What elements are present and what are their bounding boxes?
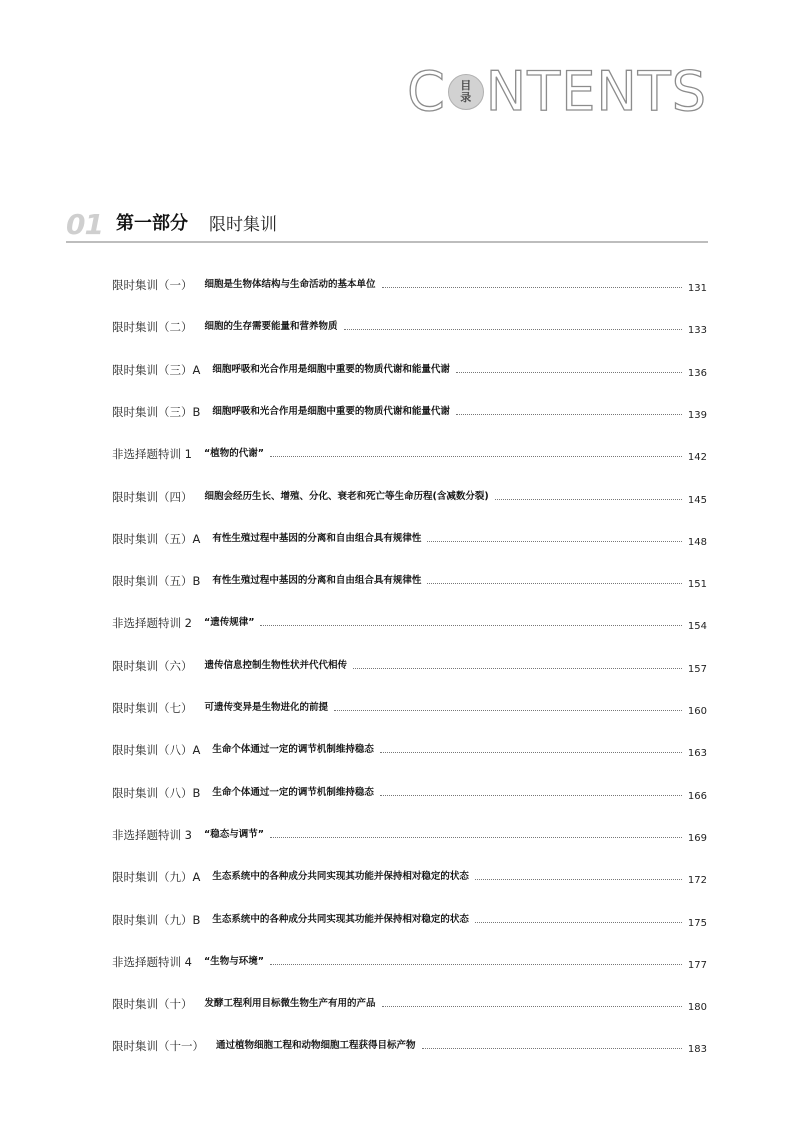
toc-entry[interactable]: [112, 864, 707, 886]
toc-page-number: 154: [687, 621, 707, 632]
toc-dot-leader: [475, 879, 682, 880]
toc-entry-label: 限时集训（九）B: [112, 913, 201, 927]
toc-entry-label: 限时集训（五）B: [112, 574, 201, 588]
toc-entry-description: 生态系统中的各种成分共同实现其功能并保持相对稳定的状态: [212, 914, 469, 925]
toc-entry-label: 限时集训（三）B: [112, 405, 201, 419]
toc-entry-description: “稳态与调节”: [203, 829, 264, 840]
toc-dot-leader: [380, 752, 682, 753]
badge-top-char: 目: [460, 79, 472, 92]
toc-entry-description: 生命个体通过一定的调节机制维持稳态: [212, 744, 374, 755]
toc-entry-label: 限时集训（十一）: [112, 1039, 204, 1053]
toc-entry-description: 细胞的生存需要能量和营养物质: [204, 321, 338, 332]
toc-entry[interactable]: [112, 1033, 707, 1055]
toc-page-number: 157: [687, 664, 707, 675]
toc-dot-leader: [270, 456, 682, 457]
toc-page-number: 142: [687, 452, 707, 463]
toc-entry[interactable]: [112, 610, 707, 632]
toc-page-number: 139: [687, 410, 707, 421]
toc-dot-leader: [380, 795, 682, 796]
part-subtitle: 限时集训: [209, 215, 277, 235]
toc-entry[interactable]: [112, 907, 707, 929]
toc-page-number: 133: [687, 325, 707, 336]
toc-entry[interactable]: [112, 737, 707, 759]
toc-dot-leader: [427, 583, 682, 584]
toc-entry-description: 细胞呼吸和光合作用是细胞中重要的物质代谢和能量代谢: [212, 406, 450, 417]
toc-page-number: 131: [687, 283, 707, 294]
toc-dot-leader: [353, 668, 682, 669]
toc-page-number: 160: [687, 706, 707, 717]
contents-letter: S: [671, 60, 707, 123]
toc-entry-label: 限时集训（七）: [112, 701, 193, 715]
toc-page-number: 172: [687, 875, 707, 886]
contents-letter: T: [527, 60, 562, 123]
toc-entry[interactable]: [112, 441, 707, 463]
toc-entry-description: “生物与环境”: [203, 956, 264, 967]
toc-entry[interactable]: [112, 357, 707, 379]
toc-entry-description: 有性生殖过程中基因的分离和自由组合具有规律性: [212, 533, 422, 544]
contents-letter: C: [407, 60, 446, 123]
toc-entry[interactable]: [112, 272, 707, 294]
toc-page-number: 169: [687, 833, 707, 844]
contents-letter: E: [561, 60, 597, 123]
toc-entry[interactable]: [112, 526, 707, 548]
toc-page-number: 175: [687, 918, 707, 929]
toc-entry-label: 非选择题特训 3: [112, 828, 192, 842]
toc-entry-description: 细胞呼吸和光合作用是细胞中重要的物质代谢和能量代谢: [212, 364, 450, 375]
toc-entry-label: 限时集训（五）A: [112, 532, 201, 546]
toc-entry[interactable]: [112, 653, 707, 675]
toc-entry-description: 细胞会经历生长、增殖、分化、衰老和死亡等生命历程(含减数分裂): [204, 491, 489, 502]
toc-dot-leader: [495, 499, 682, 500]
toc-dot-leader: [344, 329, 682, 330]
toc-dot-leader: [456, 372, 682, 373]
toc-entry-label: 限时集训（九）A: [112, 870, 201, 884]
toc-entry-description: 生态系统中的各种成分共同实现其功能并保持相对稳定的状态: [212, 871, 469, 882]
toc-entry-label: 限时集训（一）: [112, 278, 193, 292]
toc-entry-label: 限时集训（三）A: [112, 363, 201, 377]
part-number: 01: [66, 208, 103, 241]
toc-page-number: 166: [687, 791, 707, 802]
toc-dot-leader: [260, 625, 681, 626]
toc-entry-label: 限时集训（八）B: [112, 786, 201, 800]
toc-entry-label: 限时集训（十）: [112, 997, 193, 1011]
toc-dot-leader: [334, 710, 682, 711]
toc-entry-description: 通过植物细胞工程和动物细胞工程获得目标产物: [216, 1040, 416, 1051]
toc-entry-label: 非选择题特训 4: [112, 955, 192, 969]
toc-dot-leader: [422, 1048, 682, 1049]
toc-entry-label: 限时集训（八）A: [112, 743, 201, 757]
toc-page-number: 151: [687, 579, 707, 590]
toc-entry[interactable]: [112, 399, 707, 421]
toc-entry-description: 有性生殖过程中基因的分离和自由组合具有规律性: [212, 575, 422, 586]
toc-entry-description: “遗传规律”: [203, 617, 255, 628]
toc-dot-leader: [475, 922, 682, 923]
toc-entry[interactable]: [112, 484, 707, 506]
toc-page-number: 145: [687, 495, 707, 506]
toc-page-number: 148: [687, 537, 707, 548]
toc-page-number: 180: [687, 1002, 707, 1013]
toc-entry-description: 发酵工程利用目标微生物生产有用的产品: [204, 998, 376, 1009]
toc-entry[interactable]: [112, 991, 707, 1013]
toc-entry-label: 非选择题特训 1: [112, 447, 192, 461]
toc-entry[interactable]: [112, 695, 707, 717]
toc-dot-leader: [270, 964, 682, 965]
toc-entry[interactable]: [112, 780, 707, 802]
toc-dot-leader: [270, 837, 682, 838]
toc-entry[interactable]: [112, 568, 707, 590]
toc-dot-leader: [456, 414, 682, 415]
toc-page-number: 136: [687, 368, 707, 379]
toc-page-number: 183: [687, 1044, 707, 1055]
toc-entry-description: 可遗传变异是生物进化的前提: [204, 702, 329, 713]
toc-page-number: 163: [687, 748, 707, 759]
toc-entry-description: 遗传信息控制生物性状并代代相传: [204, 660, 348, 671]
toc-dot-leader: [382, 287, 682, 288]
toc-page-number: 177: [687, 960, 707, 971]
contents-letter: N: [485, 60, 528, 123]
toc-entry-description: 细胞是生物体结构与生命活动的基本单位: [204, 279, 376, 290]
contents-letter: T: [637, 60, 672, 123]
badge-bottom-char: 录: [460, 91, 472, 104]
toc-entry[interactable]: [112, 314, 707, 336]
toc-entry[interactable]: [112, 949, 707, 971]
toc-dot-leader: [427, 541, 682, 542]
toc-entry[interactable]: [112, 822, 707, 844]
toc-entry-description: “植物的代谢”: [203, 448, 264, 459]
toc-dot-leader: [382, 1006, 682, 1007]
toc-entry-label: 限时集训（六）: [112, 659, 193, 673]
toc-entry-label: 非选择题特训 2: [112, 616, 192, 630]
toc-entry-label: 限时集训（四）: [112, 490, 193, 504]
contents-letter: N: [596, 60, 638, 123]
part-title: 第一部分: [116, 213, 188, 234]
toc-entry-label: 限时集训（二）: [112, 320, 193, 334]
toc-entry-description: 生命个体通过一定的调节机制维持稳态: [212, 787, 374, 798]
